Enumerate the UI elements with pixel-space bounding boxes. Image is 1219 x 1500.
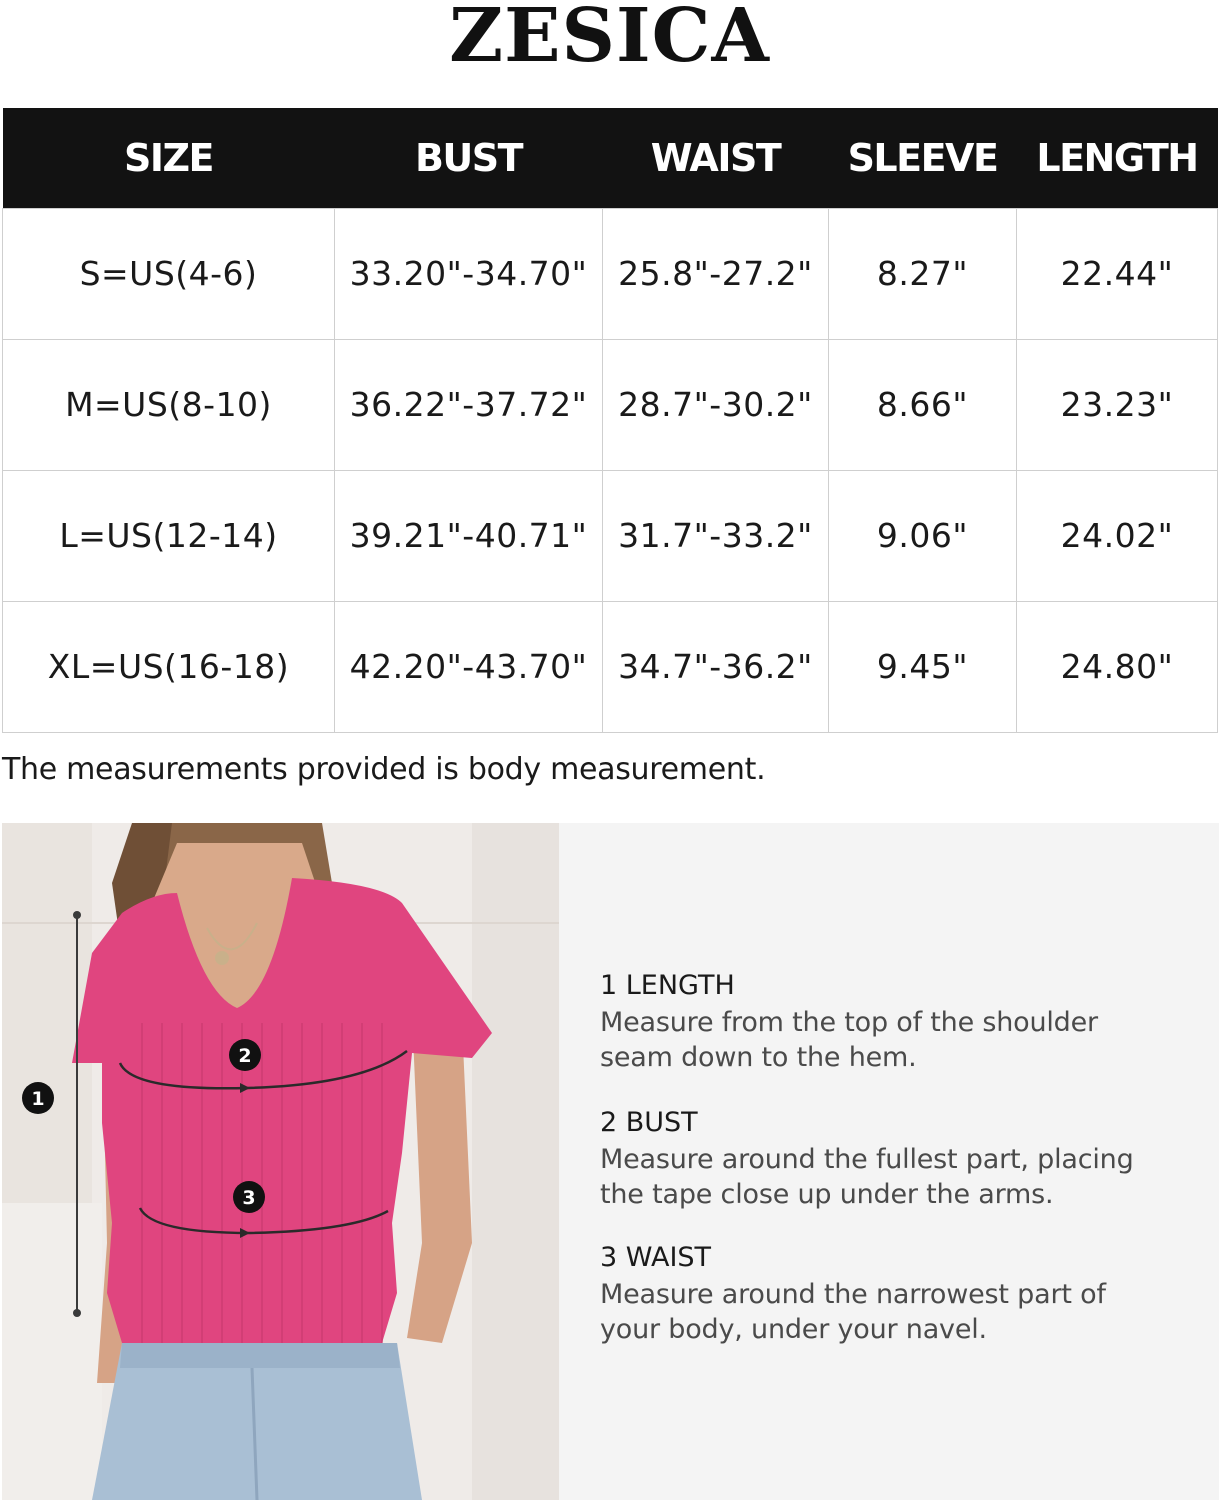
cell-size: M=US(8-10) [3, 339, 335, 470]
cell-sleeve: 9.06" [829, 470, 1017, 601]
guide-length [600, 970, 1200, 1075]
cell-bust: 42.20"-43.70" [335, 601, 603, 732]
model-photo [2, 823, 559, 1500]
svg-text:3: 3 [242, 1187, 256, 1209]
cell-waist: 34.7"-36.2" [603, 601, 829, 732]
cell-sleeve: 9.45" [829, 601, 1017, 732]
cell-length: 23.23" [1017, 339, 1218, 470]
cell-sleeve: 8.66" [829, 339, 1017, 470]
header-length: LENGTH [1017, 108, 1218, 208]
table-row [3, 339, 1218, 470]
guide-bust [600, 1107, 1200, 1212]
header-sleeve: SLEEVE [829, 108, 1017, 208]
header-waist: WAIST [603, 108, 829, 208]
cell-size: L=US(12-14) [3, 470, 335, 601]
cell-size: XL=US(16-18) [3, 601, 335, 732]
guide-length-desc: Measure from the top of the shoulder seam down to the hem. [600, 1007, 1098, 1073]
brand-logo: ZESICA [449, 0, 770, 79]
size-chart-table [2, 108, 1218, 733]
cell-length: 22.44" [1017, 208, 1218, 339]
measure-guide [559, 823, 1219, 1500]
marker-bust [229, 1039, 261, 1071]
guide-bust-title: 2 BUST [600, 1107, 698, 1138]
measurement-note: The measurements provided is body measurement. [2, 752, 766, 787]
cell-waist: 31.7"-33.2" [603, 470, 829, 601]
marker-waist [233, 1181, 265, 1213]
cell-waist: 25.8"-27.2" [603, 208, 829, 339]
table-row [3, 470, 1218, 601]
guide-length-title: 1 LENGTH [600, 970, 735, 1001]
table-row [3, 208, 1218, 339]
svg-text:1: 1 [31, 1088, 45, 1110]
cell-waist: 28.7"-30.2" [603, 339, 829, 470]
cell-size: S=US(4-6) [3, 208, 335, 339]
guide-waist [600, 1242, 1200, 1347]
cell-bust: 39.21"-40.71" [335, 470, 603, 601]
marker-length [22, 1082, 54, 1114]
guide-waist-desc: Measure around the narrowest part of your body, under your navel. [600, 1279, 1106, 1345]
table-header-row [3, 108, 1218, 208]
header-bust: BUST [335, 108, 603, 208]
svg-text:2: 2 [238, 1045, 252, 1067]
cell-length: 24.80" [1017, 601, 1218, 732]
cell-length: 24.02" [1017, 470, 1218, 601]
guide-waist-title: 3 WAIST [600, 1242, 712, 1273]
cell-bust: 36.22"-37.72" [335, 339, 603, 470]
cell-bust: 33.20"-34.70" [335, 208, 603, 339]
cell-sleeve: 8.27" [829, 208, 1017, 339]
guide-bust-desc: Measure around the fullest part, placing the tape close up under the arms. [600, 1144, 1134, 1210]
header-size: SIZE [3, 108, 335, 208]
table-row [3, 601, 1218, 732]
